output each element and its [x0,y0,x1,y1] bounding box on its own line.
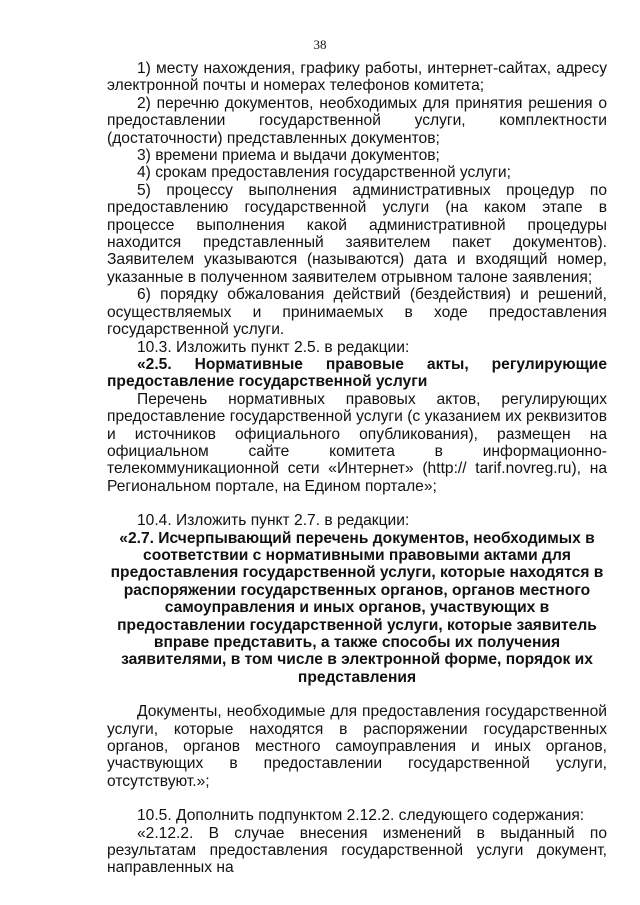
list-item-3: 3) времени приема и выдачи документов; [137,147,440,165]
section-10-3-intro: 10.3. Изложить пункт 2.5. в редакции: [137,338,410,356]
document-body [107,60,607,877]
section-2-7-text: Документы, необходимые для предоставления государственной услуги, которые находятся в распоряжении государственных органов, органов местного самоуправления и иных органов, участвующих в предоставлении государственной услуги, отсутствуют.»; [107,703,607,790]
section-2-5-heading: «2.5. Нормативные правовые акты, регулирующие предоставление государственной услуги [107,355,607,391]
list-item-1: 1) месту нахождения, графику работы, интернет-сайтах, адресу электронной почты и номерах телефонов комитета; [107,60,607,95]
section-2-7-heading: «2.7. Исчерпывающий перечень документов, необходимых в соответствии с нормативными правовыми актами для предоставления государственной услуги, которые находятся в распоряжении государственных органов, органов местного самоуправления и иных органов, участвующих в предоставлении государственной услуги, которые заявитель вправе представить, а также способы их получения заявителями, в том числе в электронной форме, порядок их представления [110,529,604,686]
page-number: 38 [313,37,327,52]
spacer [107,495,607,512]
section-2-5-text: Перечень нормативных правовых актов, регулирующих предоставление государственной услуги (с указанием их реквизитов и источников официального опубликования), размещен на официальном сайте комитета в информационно-телекоммуникационной сети «Интернет» (http:// tarif.novreg.ru), на Региональном портале, на Едином портале»; [107,390,607,495]
list-item-6: 6) порядку обжалования действий (бездействия) и решений, осуществляемых и принимаемых в ходе предоставления государственной услуги. [107,286,607,339]
section-10-5-intro: 10.5. Дополнить подпунктом 2.12.2. следующего содержания: [137,807,585,825]
list-item-5: 5) процессу выполнения административных процедур по предоставлению государственной услуги (на каком этапе в процессе выполнения какой административной процедуры находится представленный заявителем пакет документов). Заявителем указываются (называются) дата и входящий номер, указанные в полученном заявителем отрывном талоне заявления; [107,181,607,286]
spacer [107,686,607,703]
section-10-4-intro: 10.4. Изложить пункт 2.7. в редакции: [137,512,410,530]
list-item-2: 2) перечню документов, необходимых для принятия решения о предоставлении государственной услуги, комплектности (достаточности) представленных документов; [107,94,607,147]
spacer [107,790,607,807]
section-2-12-2-text: «2.12.2. В случае внесения изменений в выданный по результатам предоставления государственной услуги документ, направленных на [107,824,607,877]
list-item-4: 4) срокам предоставления государственной услуги; [137,164,511,182]
